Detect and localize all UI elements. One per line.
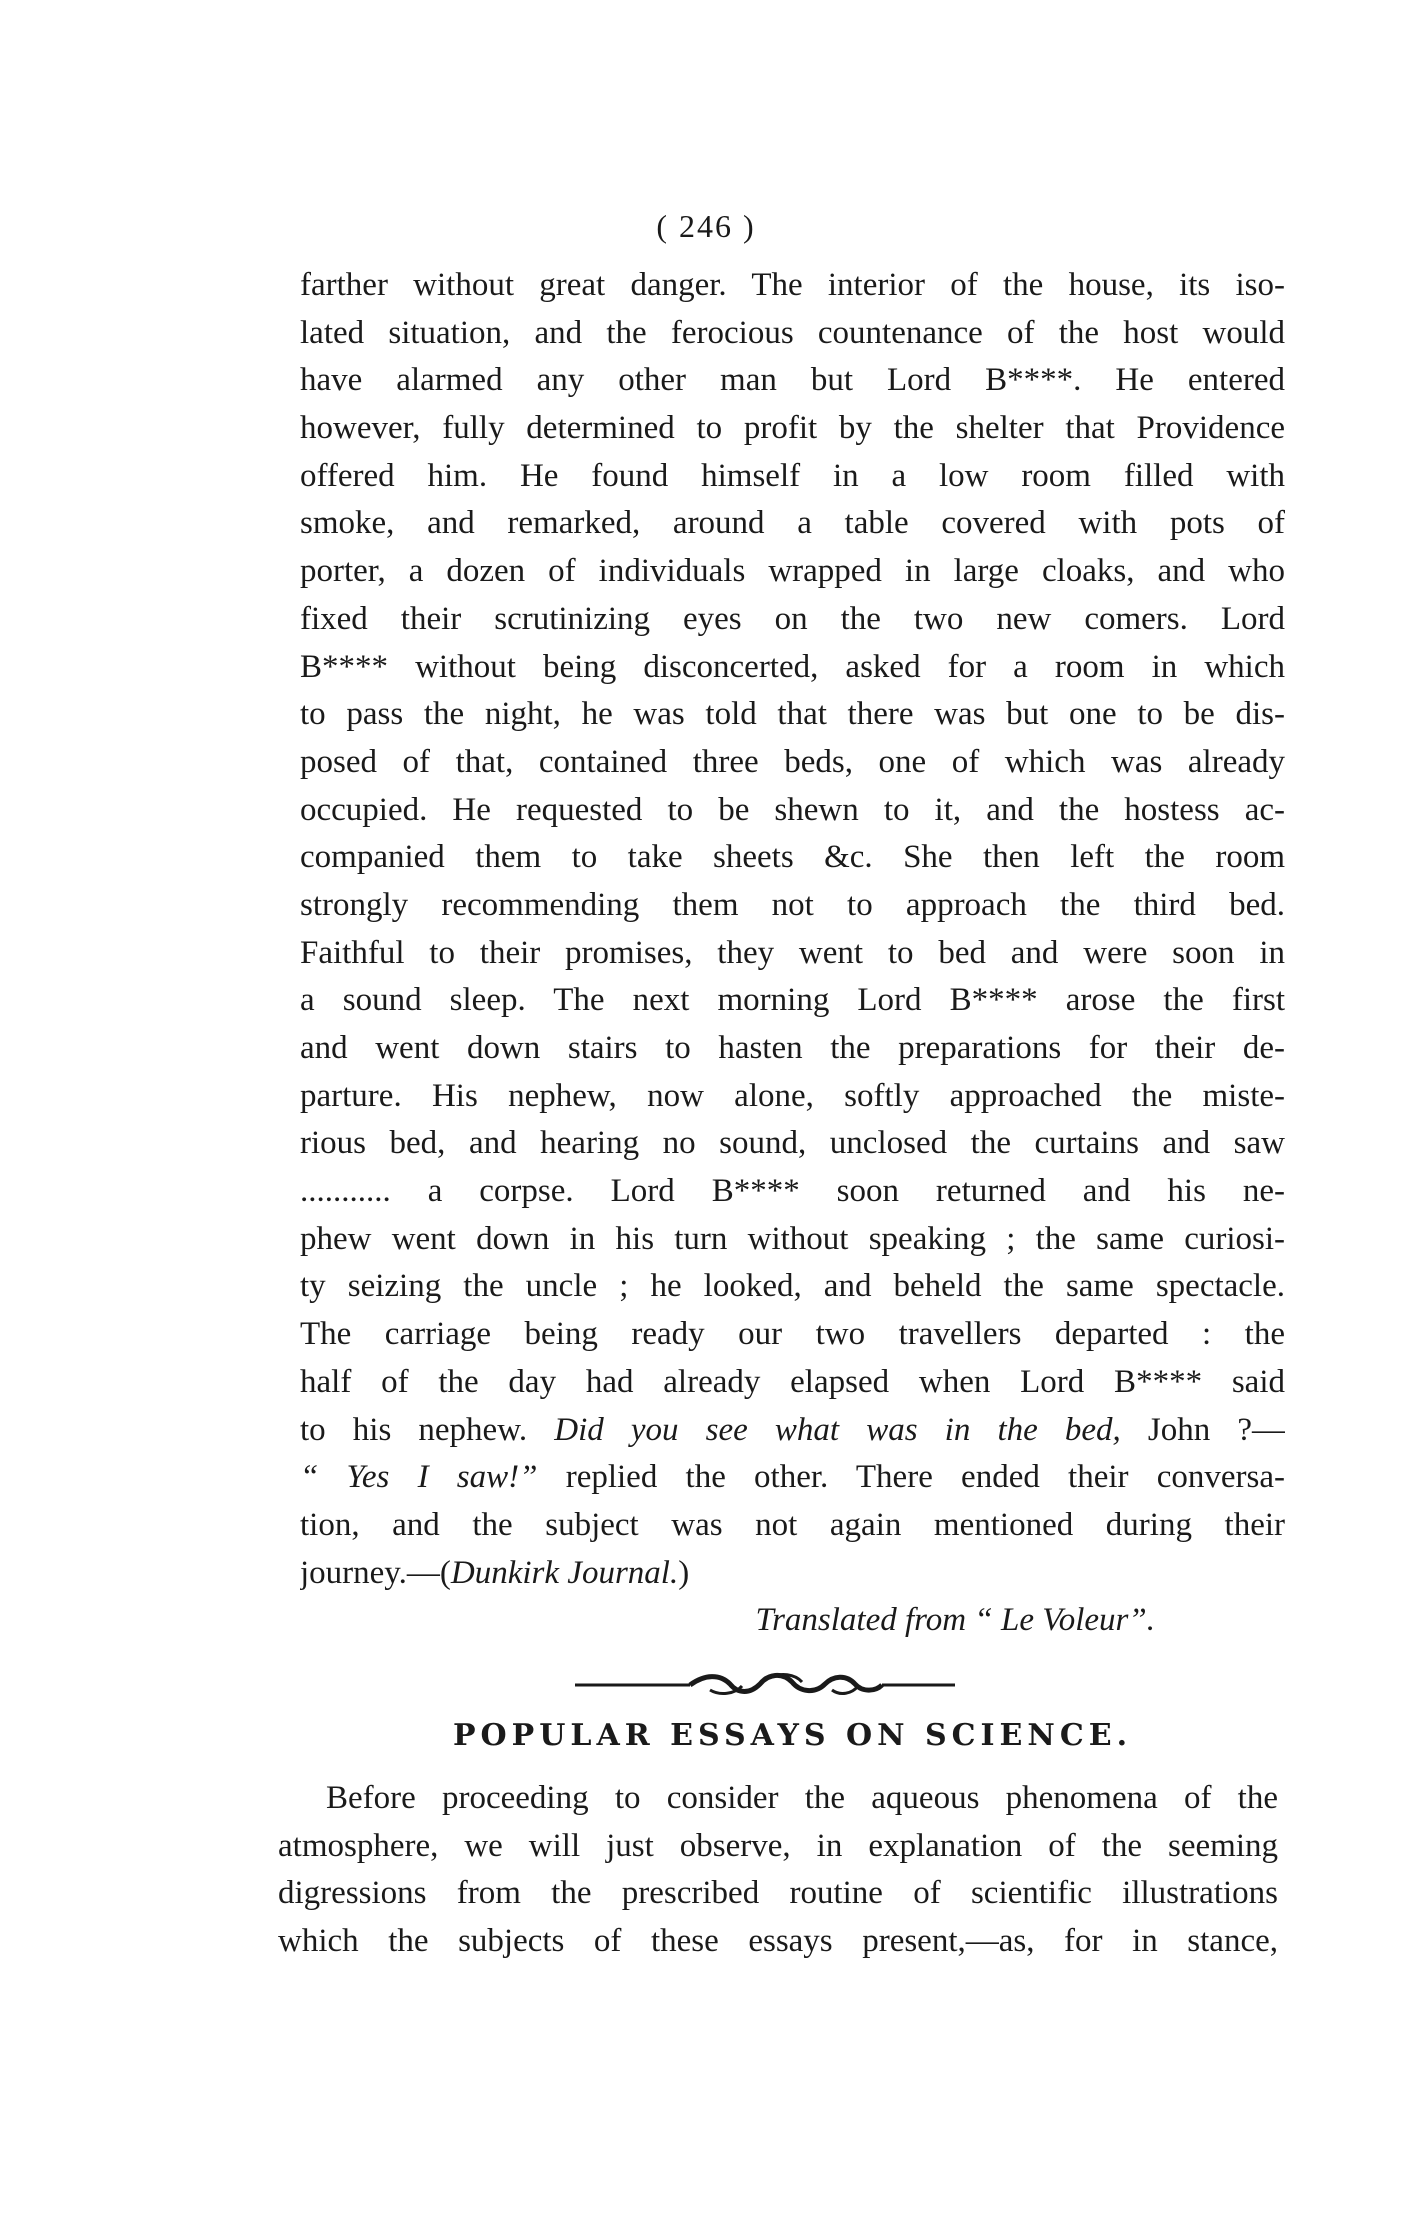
story-line: offered him. He found himself in a low room filled with — [300, 457, 1285, 494]
story-line: porter, a dozen of individuals wrapped in large cloaks, and who — [300, 553, 1285, 590]
story-line: tion, and the subject was not again mentioned during their — [300, 1506, 1285, 1543]
story-line: farther without great danger. The interior of the house, its iso- — [300, 267, 1285, 303]
story-line: Faithful to their promises, they went to bed and were soon in — [300, 934, 1285, 971]
story-line-source — [300, 1550, 1285, 1598]
story-line: however, fully determined to profit by the shelter that Providence — [300, 410, 1285, 447]
italic-question: Did you see what was in the bed, — [554, 1411, 1121, 1448]
essay-line: Before proceeding to consider the aqueous phenomena of the — [326, 1780, 1278, 1816]
story-line: B**** without being disconcerted, asked for a room in which — [300, 648, 1285, 685]
essay-heading: POPULAR ESSAYS ON SCIENCE. — [452, 1718, 1133, 1753]
essay-line: atmosphere, we will just observe, in explanation of the seeming — [278, 1827, 1278, 1864]
story-line: phew went down in his turn without speaking ; the same curiosi- — [300, 1220, 1285, 1257]
essay-line: digressions from the prescribed routine of scientific illustrations — [278, 1875, 1278, 1912]
story-line: posed of that, contained three beds, one of which was already — [300, 743, 1285, 780]
story-line: to pass the night, he was told that there was but one to be dis- — [300, 696, 1285, 733]
story-line: half of the day had already elapsed when Lord B**** said — [300, 1363, 1285, 1400]
line-text: ) — [678, 1554, 690, 1591]
story-line: ........... a corpse. Lord B**** soon returned and his ne- — [300, 1173, 1285, 1210]
attribution-text: Translated from — [755, 1602, 967, 1639]
story-line: ty seizing the uncle ; he looked, and beheld the same spectacle. — [300, 1268, 1285, 1305]
story-line: The carriage being ready our two travellers departed : the — [300, 1316, 1285, 1353]
story-line: strongly recommending them not to approach the third bed. — [300, 886, 1285, 923]
ornamental-divider — [570, 1664, 960, 1704]
story-line: occupied. He requested to be shewn to it, and the hostess ac- — [300, 791, 1285, 828]
source-journal: Dunkirk Journal. — [450, 1554, 679, 1591]
line-text: John ?— — [1147, 1411, 1285, 1448]
story-line: parture. His nephew, now alone, softly approached the miste- — [300, 1077, 1285, 1114]
story-line: fixed their scrutinizing eyes on the two new comers. Lord — [300, 600, 1285, 637]
story-line: lated situation, and the ferocious countenance of the host would — [300, 314, 1285, 351]
story-text — [300, 262, 1285, 1647]
story-line: rious bed, and hearing no sound, unclosed the curtains and saw — [300, 1125, 1285, 1162]
story-line: smoke, and remarked, around a table covered with pots of — [300, 505, 1285, 542]
italic-answer: “ Yes I saw!” — [300, 1459, 538, 1496]
essay-line: which the subjects of these essays present,—as, for in stance, — [278, 1923, 1278, 1960]
story-line-dialogue — [300, 1407, 1285, 1455]
story-line: a sound sleep. The next morning Lord B**** arose the first — [300, 982, 1285, 1019]
line-text: journey.—( — [300, 1554, 451, 1591]
story-line-dialogue — [300, 1454, 1285, 1502]
line-text: to his nephew. — [300, 1411, 528, 1448]
story-line: and went down stairs to hasten the preparations for their de- — [300, 1030, 1285, 1066]
translation-attribution — [300, 1597, 1285, 1647]
essay-text — [278, 1775, 1278, 1966]
story-line: companied them to take sheets &c. She then left the room — [300, 839, 1285, 876]
page-number: ( 246 ) — [656, 208, 756, 244]
attribution-source: “ Le Voleur”. — [974, 1602, 1155, 1639]
story-line: have alarmed any other man but Lord B****. He entered — [300, 362, 1285, 399]
line-text: replied the other. There ended their conversa- — [565, 1459, 1285, 1496]
